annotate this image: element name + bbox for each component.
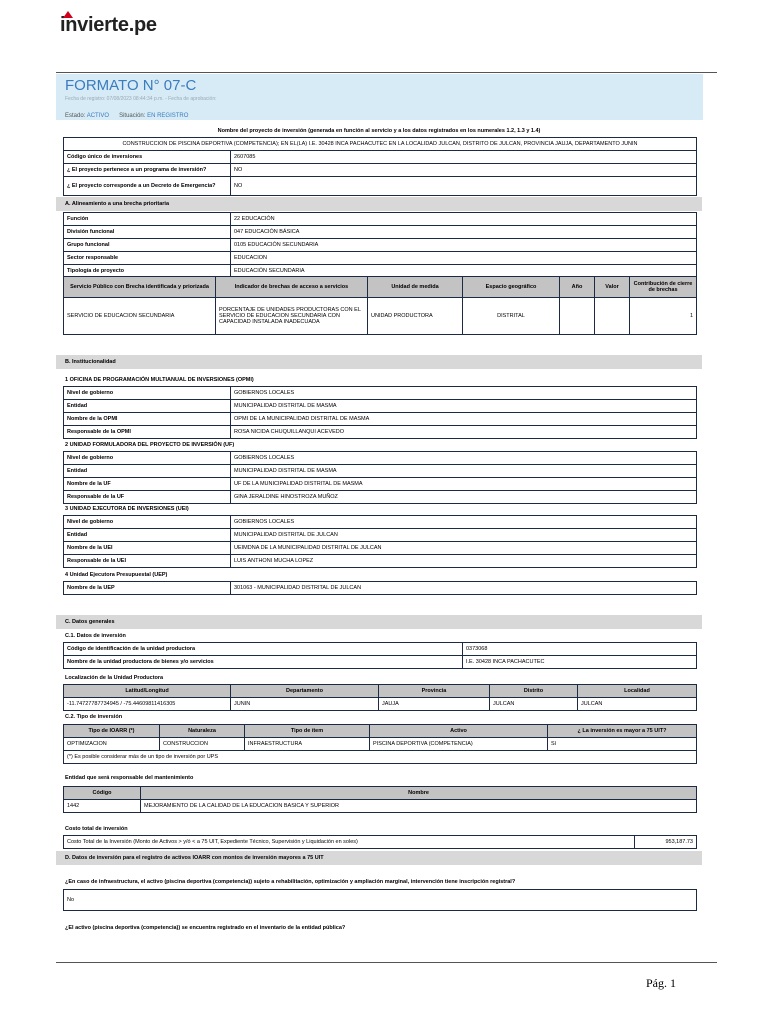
gap-table: Servicio Público con Brecha identificada y priorizada Indicador de brechas de acceso a servicios Unidad de medida Espacio geográfico Año Valor Contribución de cierre de brechas SERVICIO DE EDUCACION SECUNDARIA PORCENTAJE DE UNIDADES PRODUCTORAS CON EL SERVICIO DE EDUCACION SECUNDARIA CON CAPACIDAD INSTALADA INADECUADA UNIDAD PRODUCTORA DISTRITAL 1 xyxy=(63,276,697,335)
table-row: Nombre de la UF UF DE LA MUNICIPALIDAD DISTRITAL DE MASMA xyxy=(64,478,697,491)
investment-type-table: Tipo de IOARR (*) Naturaleza Tipo de ítem Activo ¿ La inversión es mayor a 75 UIT? OPTIMIZACION CONSTRUCCION INFRAESTRUCTURA PISCINA DEPORTIVA (COMPETENCIA) Sí (*) Es posible considerar más de un tipo de inversión por UPS xyxy=(63,724,697,764)
table-row: Responsable de la UEI LUIS ANTHONI MUCHA LOPEZ xyxy=(64,555,697,568)
table-row: Costo Total de la Inversión (Monto de Activos > y/ó < a 75 UIT, Expediente Técnico, Supervisión y Liquidación en soles) 953,187.73 xyxy=(64,836,697,849)
table-row: Código único de inversiones 2607085 xyxy=(64,151,697,164)
table-row: SERVICIO DE EDUCACION SECUNDARIA PORCENTAJE DE UNIDADES PRODUCTORAS CON EL SERVICIO DE EDUCACION SECUNDARIA CON CAPACIDAD INSTALADA INADECUADA UNIDAD PRODUCTORA DISTRITAL 1 xyxy=(64,298,697,335)
top-divider xyxy=(56,72,717,73)
uei-title: 3 UNIDAD EJECUTORA DE INVERSIONES (UEI) xyxy=(65,506,189,512)
section-a-header: A. Alineamiento a una brecha prioritaria xyxy=(56,197,702,211)
section-c-header: C. Datos generales xyxy=(56,615,702,629)
cost-table xyxy=(63,835,697,849)
alignment-table xyxy=(63,212,697,278)
table-row: Sector responsable EDUCACION xyxy=(64,252,697,265)
investment-type-note: (*) Es posible considerar más de un tipo de inversión por UPS xyxy=(64,751,697,764)
table-row: Código de identificación de la unidad productora 0373068 xyxy=(64,643,697,656)
table-row: Nombre de la UEP 301063 - MUNICIPALIDAD DISTRITAL DE JULCAN xyxy=(64,582,697,595)
table-row: Grupo funcional 0105 EDUCACIÓN SECUNDARIA xyxy=(64,239,697,252)
cost-value: 953,187.73 xyxy=(635,836,697,849)
cost-title: Costo total de inversión xyxy=(65,826,128,832)
table-row: Nivel de gobierno GOBIERNOS LOCALES xyxy=(64,387,697,400)
table-row: Tipología de proyecto EDUCACIÓN SECUNDARIA xyxy=(64,265,697,278)
c1-title: C.1. Datos de inversión xyxy=(65,633,126,639)
status-line: Estado: ACTIVO Situación: EN REGISTRO xyxy=(65,113,189,119)
project-table xyxy=(63,137,697,196)
table-row: OPTIMIZACION CONSTRUCCION INFRAESTRUCTURA PISCINA DEPORTIVA (COMPETENCIA) Sí xyxy=(64,738,697,751)
section-d-header: D. Datos de inversión para el registro de activos IOARR con montos de inversión mayores a 75 UIT xyxy=(56,851,702,865)
uf-title: 2 UNIDAD FORMULADORA DEL PROYECTO DE INVERSIÓN (UF) xyxy=(65,442,235,448)
opmi-table xyxy=(63,386,697,439)
table-row: Nombre de la UEI UEIMDNA DE LA MUNICIPALIDAD DISTRITAL DE JULCAN xyxy=(64,542,697,555)
invierte-pe-logo: invierte.pe xyxy=(60,14,157,37)
table-row: 1442 MEJORAMIENTO DE LA CALIDAD DE LA EDUCACION BASICA Y SUPERIOR xyxy=(64,800,697,813)
c2-title: C.2. Tipo de inversión xyxy=(65,714,123,720)
page-title: FORMATO N° 07-C xyxy=(65,77,197,94)
table-row: -11.74727787734945 / -75.4460981141630​5 JUNIN JAUJA JULCAN JULCAN xyxy=(64,698,697,711)
table-row: Responsable de la UF GINA JERALDINE HINOSTROZA MUÑOZ xyxy=(64,491,697,504)
table-row: Entidad MUNICIPALIDAD DISTRITAL DE JULCAN xyxy=(64,529,697,542)
table-row: Entidad MUNICIPALIDAD DISTRITAL DE MASMA xyxy=(64,400,697,413)
table-row: ¿ El proyecto corresponde a un Decreto de Emergencia? NO xyxy=(64,177,697,196)
registry-question: ¿En caso de infraestructura, el activo (piscina deportiva (competencia)) sujeto a rehabilitación, optimización y ampliación marginal, intervención tiene inscripción registral? xyxy=(65,879,516,885)
estado-value: ACTIVO xyxy=(86,113,110,119)
uf-table xyxy=(63,451,697,504)
investment-data-table xyxy=(63,642,697,669)
uep-table xyxy=(63,581,697,595)
inventory-question: ¿El activo (piscina deportiva (competencia)) se encuentra registrado en el inventario de la entidad pública? xyxy=(65,925,346,931)
opmi-title: 1 OFICINA DE PROGRAMACIÓN MULTIANUAL DE INVERSIONES (OPMI) xyxy=(65,377,254,383)
table-row xyxy=(64,890,697,911)
registry-answer-table xyxy=(63,889,697,911)
bottom-divider xyxy=(56,962,717,963)
table-row: División funcional 047 EDUCACIÓN BÁSICA xyxy=(64,226,697,239)
maintenance-entity-title: Entidad que será responsable del mantenimiento xyxy=(65,775,194,781)
logo-mark-icon xyxy=(63,11,73,18)
table-row: Entidad MUNICIPALIDAD DISTRITAL DE MASMA xyxy=(64,465,697,478)
project-name-label: Nombre del proyecto de inversión (generada en función al servicio y a los datos registrados en los numerales 1.2, 1.3 y 1.4) xyxy=(217,128,541,134)
table-row: Nivel de gobierno GOBIERNOS LOCALES xyxy=(64,452,697,465)
registration-meta: Fecha de registro: 07/08/2023 08:44:34 p.m. - Fecha de aprobación: xyxy=(65,96,217,102)
location-table: Latitud/Longitud Departamento Provincia Distrito Localidad -11.74727787734945 / -75.4460981141630​5 JUNIN JAUJA JULCAN JULCAN xyxy=(63,684,697,711)
page-number: Pág. 1 xyxy=(646,976,676,990)
location-title: Localización de la Unidad Productora xyxy=(65,675,164,681)
table-row: Responsable de la OPMI ROSA NICIDA CHUQUILLANQUI ACEVEDO xyxy=(64,426,697,439)
table-row: ¿ El proyecto pertenece a un programa de inversión? NO xyxy=(64,164,697,177)
table-row xyxy=(64,751,697,764)
situacion-value: EN REGISTRO xyxy=(147,113,189,119)
maintenance-entity-table: Código Nombre 1442 MEJORAMIENTO DE LA CALIDAD DE LA EDUCACION BASICA Y SUPERIOR xyxy=(63,786,697,813)
section-b-header: B. Institucionalidad xyxy=(56,355,702,369)
table-row: Nombre de la unidad productora de bienes y/o servicios I.E. 30428 INCA PACHACUTEC xyxy=(64,656,697,669)
project-name: CONSTRUCCION DE PISCINA DEPORTIVA (COMPETENCIA); EN EL(LA) I.E. 30428 INCA PACHACUTEC EN LA LOCALIDAD JULCAN, DISTRITO DE JULCAN, PROVINCIA JAUJA, DEPARTAMENTO JUNIN xyxy=(64,138,697,151)
table-row: Función 22 EDUCACIÓN xyxy=(64,213,697,226)
uei-table xyxy=(63,515,697,568)
table-row: Nombre de la OPMI OPMI DE LA MUNICIPALIDAD DISTRITAL DE MASMA xyxy=(64,413,697,426)
uep-title: 4 Unidad Ejecutora Presupuestal (UEP) xyxy=(65,572,168,578)
table-row: Nivel de gobierno GOBIERNOS LOCALES xyxy=(64,516,697,529)
registry-answer: No xyxy=(64,890,697,911)
